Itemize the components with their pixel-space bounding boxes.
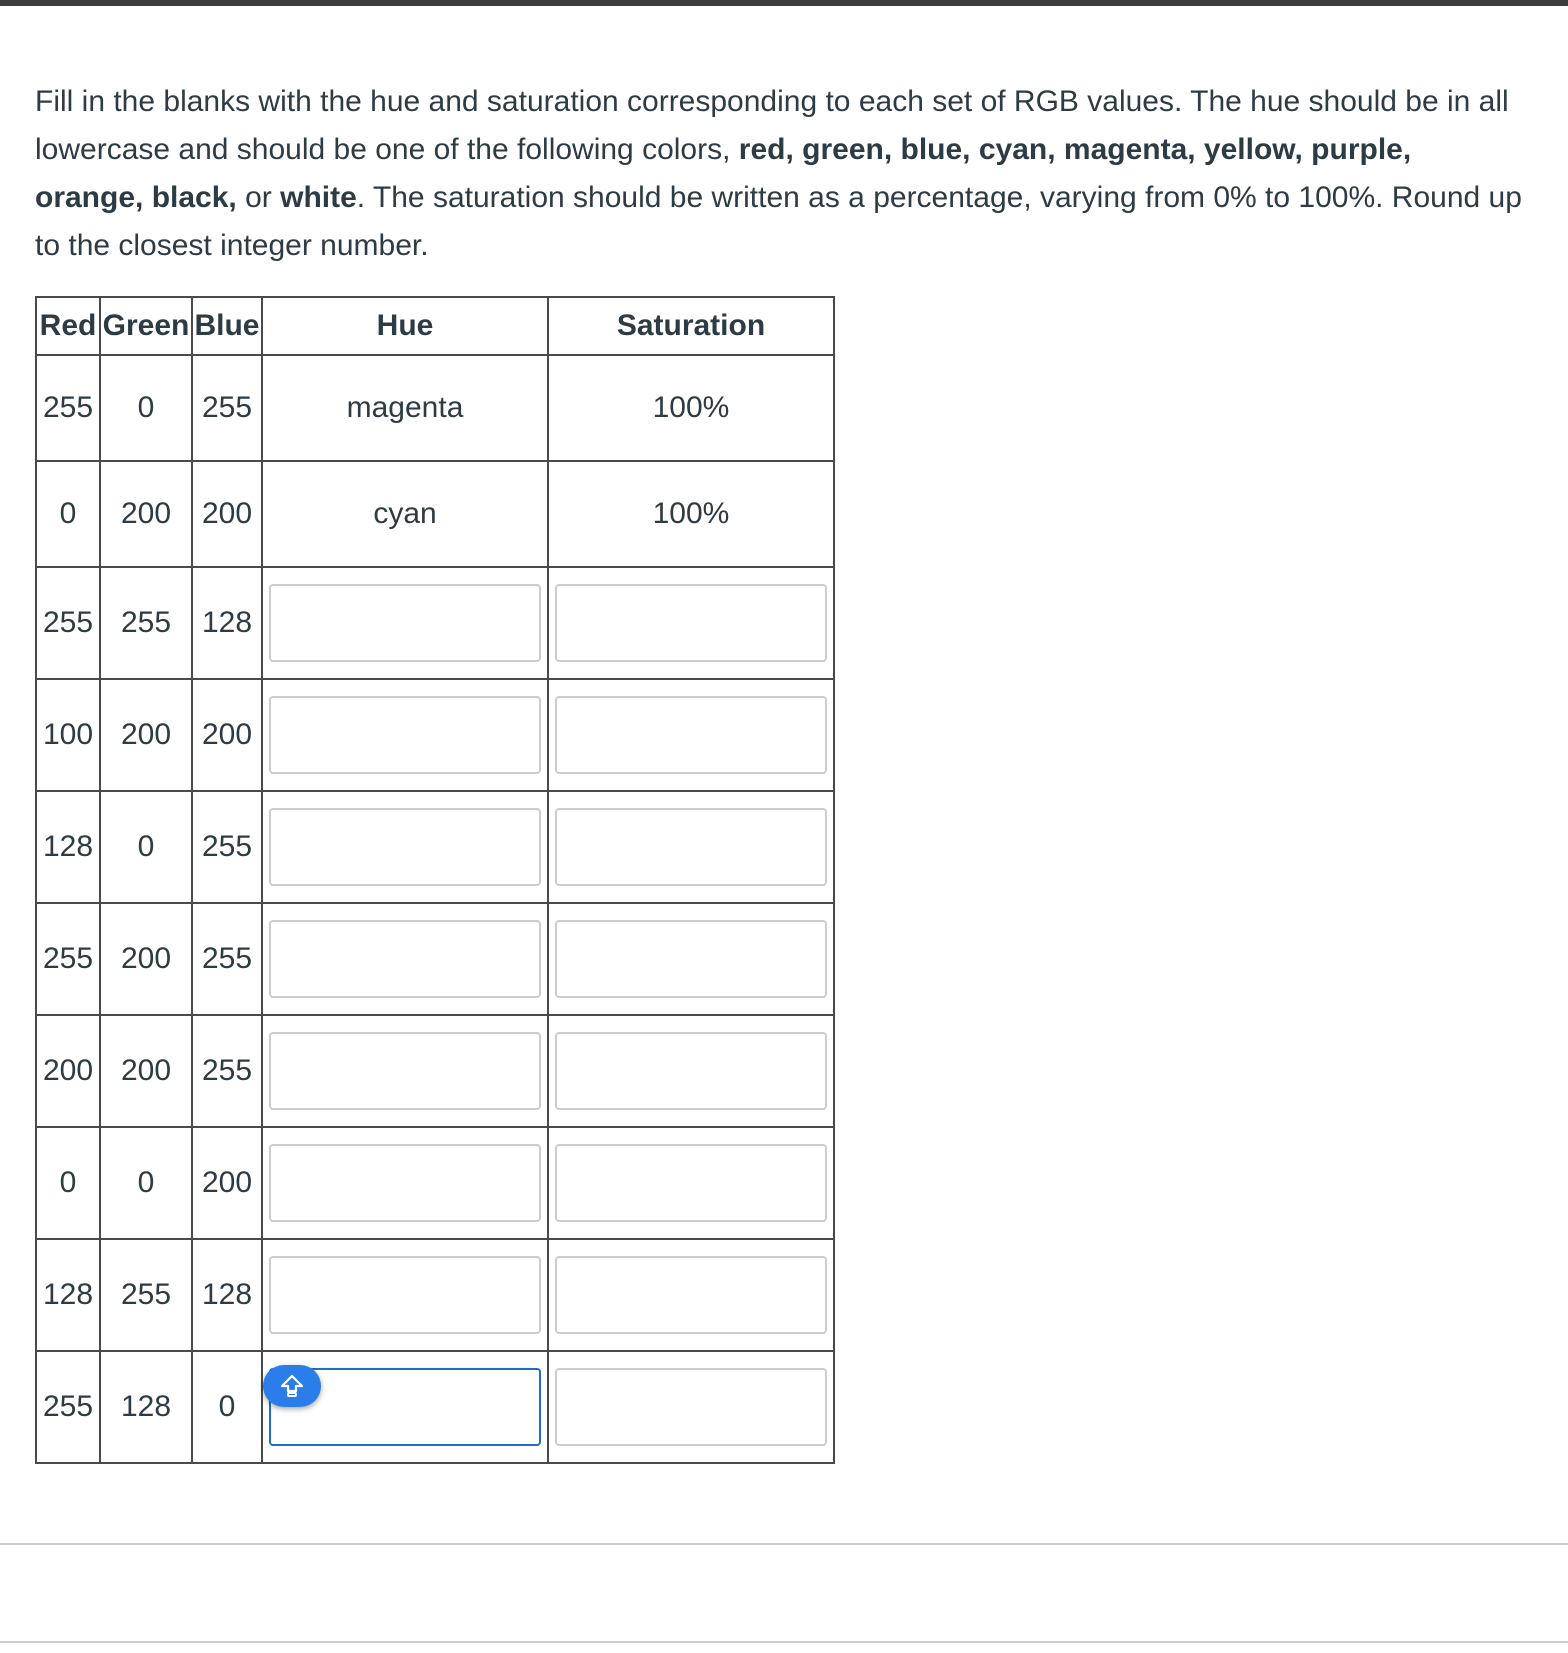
cell-green: 128 bbox=[100, 1351, 192, 1463]
cell-hue: magenta bbox=[262, 355, 548, 461]
top-bar bbox=[0, 0, 1568, 6]
cell-red: 0 bbox=[36, 1127, 100, 1239]
cell-hue bbox=[262, 791, 548, 903]
cell-blue: 0 bbox=[192, 1351, 262, 1463]
cell-saturation bbox=[548, 1351, 834, 1463]
cell-red: 0 bbox=[36, 461, 100, 567]
cell-hue bbox=[262, 1239, 548, 1351]
cell-saturation bbox=[548, 679, 834, 791]
cell-blue: 255 bbox=[192, 355, 262, 461]
cell-blue: 255 bbox=[192, 1015, 262, 1127]
hue-input[interactable] bbox=[269, 920, 541, 998]
divider bbox=[0, 1543, 1568, 1545]
rgb-hue-table bbox=[35, 296, 835, 1464]
saturation-input[interactable] bbox=[555, 1368, 827, 1446]
cell-saturation bbox=[548, 1127, 834, 1239]
table-row bbox=[36, 1239, 834, 1351]
cell-green: 0 bbox=[100, 355, 192, 461]
cell-blue: 200 bbox=[192, 679, 262, 791]
saturation-input[interactable] bbox=[555, 808, 827, 886]
cell-hue bbox=[262, 903, 548, 1015]
cell-red: 128 bbox=[36, 1239, 100, 1351]
cell-red: 255 bbox=[36, 903, 100, 1015]
table-row bbox=[36, 461, 834, 567]
cell-saturation bbox=[548, 567, 834, 679]
cell-hue bbox=[262, 1127, 548, 1239]
cell-blue: 128 bbox=[192, 567, 262, 679]
cell-blue: 128 bbox=[192, 1239, 262, 1351]
cell-blue: 255 bbox=[192, 903, 262, 1015]
cell-blue: 200 bbox=[192, 1127, 262, 1239]
header-saturation: Saturation bbox=[548, 297, 834, 355]
saturation-input[interactable] bbox=[555, 920, 827, 998]
saturation-input[interactable] bbox=[555, 1256, 827, 1334]
table-row bbox=[36, 1127, 834, 1239]
table-row bbox=[36, 567, 834, 679]
header-blue: Blue bbox=[192, 297, 262, 355]
instructions-colors-list: red, green, blue, cyan, magenta, yellow, purple, orange, black, bbox=[35, 133, 1412, 214]
table-row bbox=[36, 679, 834, 791]
table-row bbox=[36, 1351, 834, 1463]
saturation-input[interactable] bbox=[555, 1032, 827, 1110]
cell-green: 0 bbox=[100, 791, 192, 903]
cell-saturation bbox=[548, 903, 834, 1015]
table-row bbox=[36, 791, 834, 903]
saturation-input[interactable] bbox=[555, 696, 827, 774]
instructions-text-1: Fill in the blanks with the hue and saturation corresponding to each set of RGB values. The hue should be in all lowercase and should be one of the following colors, bbox=[35, 85, 1509, 166]
saturation-input[interactable] bbox=[555, 1144, 827, 1222]
hue-input[interactable] bbox=[269, 696, 541, 774]
header-green: Green bbox=[100, 297, 192, 355]
cell-red: 128 bbox=[36, 791, 100, 903]
question-instructions bbox=[35, 78, 1525, 270]
cell-saturation: 100% bbox=[548, 355, 834, 461]
hue-input[interactable] bbox=[269, 584, 541, 662]
hue-input[interactable] bbox=[269, 1032, 541, 1110]
instructions-text-2: or bbox=[236, 181, 281, 214]
cell-blue: 255 bbox=[192, 791, 262, 903]
cell-green: 200 bbox=[100, 679, 192, 791]
shift-arrow-icon bbox=[279, 1373, 305, 1399]
cell-green: 200 bbox=[100, 461, 192, 567]
cell-saturation bbox=[548, 791, 834, 903]
cell-green: 200 bbox=[100, 1015, 192, 1127]
cell-saturation bbox=[548, 1015, 834, 1127]
cell-hue bbox=[262, 1015, 548, 1127]
hue-input[interactable] bbox=[269, 1256, 541, 1334]
cell-hue: cyan bbox=[262, 461, 548, 567]
header-red: Red bbox=[36, 297, 100, 355]
cell-red: 100 bbox=[36, 679, 100, 791]
hue-input[interactable] bbox=[269, 808, 541, 886]
cell-green: 200 bbox=[100, 903, 192, 1015]
cell-saturation bbox=[548, 1239, 834, 1351]
header-hue: Hue bbox=[262, 297, 548, 355]
cell-red: 255 bbox=[36, 567, 100, 679]
cell-saturation: 100% bbox=[548, 461, 834, 567]
cell-green: 255 bbox=[100, 1239, 192, 1351]
table-row bbox=[36, 355, 834, 461]
cell-green: 255 bbox=[100, 567, 192, 679]
cell-hue bbox=[262, 679, 548, 791]
table-row bbox=[36, 903, 834, 1015]
hue-input[interactable] bbox=[269, 1144, 541, 1222]
table-row bbox=[36, 1015, 834, 1127]
cell-red: 255 bbox=[36, 355, 100, 461]
bottom-divider bbox=[0, 1641, 1568, 1643]
cell-blue: 200 bbox=[192, 461, 262, 567]
cell-hue bbox=[262, 567, 548, 679]
cell-red: 255 bbox=[36, 1351, 100, 1463]
instructions-text-3: . The saturation should be written as a percentage, varying from 0% to 100%. Round up to the closest integer number. bbox=[35, 181, 1522, 262]
instructions-white: white bbox=[280, 181, 357, 214]
cell-green: 0 bbox=[100, 1127, 192, 1239]
cell-red: 200 bbox=[36, 1015, 100, 1127]
saturation-input[interactable] bbox=[555, 584, 827, 662]
table-header-row bbox=[36, 297, 834, 355]
floating-action-button[interactable] bbox=[263, 1365, 321, 1407]
